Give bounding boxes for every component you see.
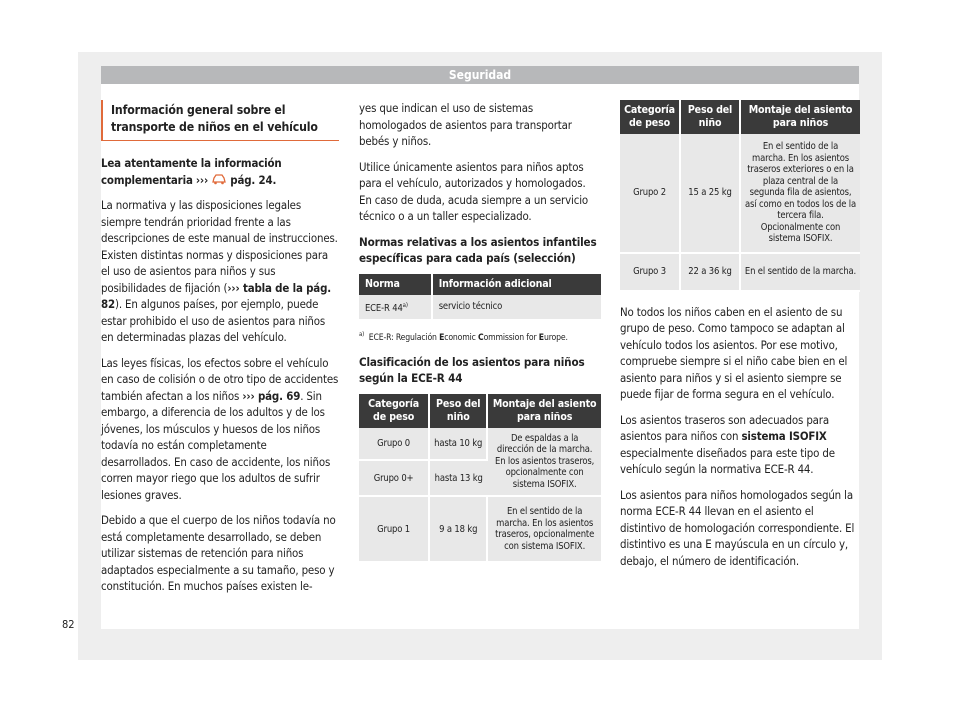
column-1 (101, 100, 339, 604)
table-header: Norma (359, 274, 432, 295)
table-header: Montaje del asiento para niños (740, 100, 860, 134)
paragraph-body: Debido a que el cuerpo de los niños todavía no está completamente desarrollado, se deben utilizar sistemas de retención para niños adaptados especialmente a su tamaño, peso y constitución. En muchos países existen le- (101, 513, 336, 593)
text: E (538, 332, 544, 343)
text: . Sin embargo, a diferencia de los adultos y de los jóvenes, los músculos y huesos de los niños todavía no están completamente desarrollados. En caso de accidente, los niños corren mayor riego que los adultos de sufrir lesiones graves. (101, 388, 331, 502)
table-cell: Grupo 3 (620, 253, 680, 291)
table-row (620, 253, 860, 291)
table-cell: hasta 13 kg (429, 460, 487, 496)
table-row (359, 496, 601, 562)
footnote-mark: a) (402, 301, 408, 309)
text: ). En algunos países, por ejemplo, puede estar prohibido el uso de asientos para niños en determinadas plazas del vehículo. (101, 297, 326, 344)
section-title: Información general sobre el transporte de niños en el vehículo (101, 100, 339, 141)
paragraph-fit: No todos los niños caben en el asiento de su grupo de peso. Como tampoco se adaptan al vehículo todos los asientos. Por ese motivo, compruebe siempre si el niño cabe bien en el asiento para niños y si el asiento siempre se puede fijar de forma segura en el vehículo. (620, 304, 848, 401)
table-cell: 22 a 36 kg (680, 253, 740, 291)
table-cell: De espaldas a la dirección de la marcha. En los asientos traseros, opcionalmente con sistema ISOFIX. (487, 428, 601, 497)
text: ECE-R: Regulación (368, 332, 440, 343)
car-warning-icon (211, 173, 227, 185)
footnote (359, 329, 601, 344)
text: conomic (444, 332, 479, 343)
lead-ref-arrow[interactable]: ››› (195, 172, 209, 187)
table-cell: En el sentido de la marcha. (740, 253, 860, 291)
text: Las leyes físicas, los efectos sobre el vehículo en caso de colisión o de otro tipo de accidentes también afectan a los niños (101, 355, 339, 403)
column-2 (359, 100, 601, 563)
paragraph-laws: yes que indican el uso de sistemas homologados de asientos para transportar bebés y niños. (359, 101, 572, 148)
table-cell: En el sentido de la marcha. En los asientos traseros, opcionalmente con sistema ISOFIX. (487, 496, 601, 562)
section-header: Seguridad (101, 66, 859, 84)
isofix-term: sistema ISOFIX (741, 429, 827, 443)
table-cell: Grupo 1 (359, 496, 429, 562)
lead-ref-page[interactable]: pág. 24 (230, 172, 273, 187)
table-header-row (359, 394, 601, 428)
table-cell: hasta 10 kg (429, 428, 487, 461)
table-header: Peso del niño (429, 394, 487, 428)
norm-name: ECE-R 44 (365, 302, 403, 314)
table-header: Categoría de peso (359, 394, 429, 428)
table-cell: servicio técnico (432, 295, 601, 321)
table-row (359, 428, 601, 461)
lead-text: Lea atentamente la información complementaria (101, 156, 282, 187)
table-cell: 9 a 18 kg (429, 496, 487, 562)
paragraph-homologation: Los asientos para niños homologados según la norma ECE-R 44 llevan en el asiento el distintivo de homologación correspondiente. El distintivo es una E mayúscula en un círculo y, debajo, el número de identificación. (620, 487, 855, 568)
table-cell: 15 a 25 kg (680, 134, 740, 253)
classification-table (359, 394, 601, 564)
classification-title: Clasificación de los asientos para niños según la ECE-R 44 (359, 354, 585, 385)
table-cell: En el sentido de la marcha. En los asientos traseros exteriores o en la plaza central de la segunda fila de asientos, así como en todos los de la tercera fila. Opcionalmente con sistema ISOFIX. (740, 134, 860, 253)
table-header-row (620, 100, 860, 134)
paragraph-norms (101, 197, 339, 346)
table-row (359, 295, 601, 321)
classification-table-continued (620, 100, 860, 292)
page-number: 82 (62, 618, 75, 631)
table-header-row (359, 274, 601, 295)
table-header: Información adicional (432, 274, 601, 295)
table-header: Montaje del asiento para niños (487, 394, 601, 428)
text: Los asientos traseros son adecuados para asientos para niños con (620, 412, 829, 443)
text: La normativa y las disposiciones legales siempre tendrán prioridad frente a las descripciones de este manual de instrucciones. Existen distintas normas y disposiciones para el uso de asientos para niños y sus posibilidades de fijación ( (101, 198, 338, 295)
norms-table (359, 274, 601, 322)
text: urope. (543, 332, 568, 343)
paragraph-advice: Utilice únicamente asientos para niños aptos para el vehículo, autorizados y homologados. En caso de duda, acuda siempre a un servicio técnico o a un taller especializado. (359, 159, 589, 223)
text: especialmente diseñados para este tipo de vehículo según la normativa ECE-R 44. (620, 445, 835, 476)
column-3 (620, 100, 860, 578)
table-cell: Grupo 0 (359, 428, 429, 461)
table-row (620, 134, 860, 253)
table-header: Peso del niño (680, 100, 740, 134)
page-ref-link[interactable]: ››› pág. 69 (242, 388, 301, 403)
text: E (439, 332, 445, 343)
text: C (478, 332, 484, 343)
text: ommission for (483, 332, 539, 343)
table-header: Categoría de peso (620, 100, 680, 134)
footnote-mark: a) (359, 331, 365, 339)
norms-title: Normas relativas a los asientos infantiles específicas para cada país (selección) (359, 234, 597, 265)
table-ref-link[interactable]: ››› tabla de la pág. 82 (101, 280, 331, 311)
paragraph-physics (101, 355, 339, 504)
table-cell: Grupo 2 (620, 134, 680, 253)
table-cell (359, 295, 432, 321)
paragraph-isofix (620, 412, 860, 478)
lead-paragraph: Lea atentamente la información complementaria ››› pág. 24. (101, 156, 282, 187)
table-cell: Grupo 0+ (359, 460, 429, 496)
